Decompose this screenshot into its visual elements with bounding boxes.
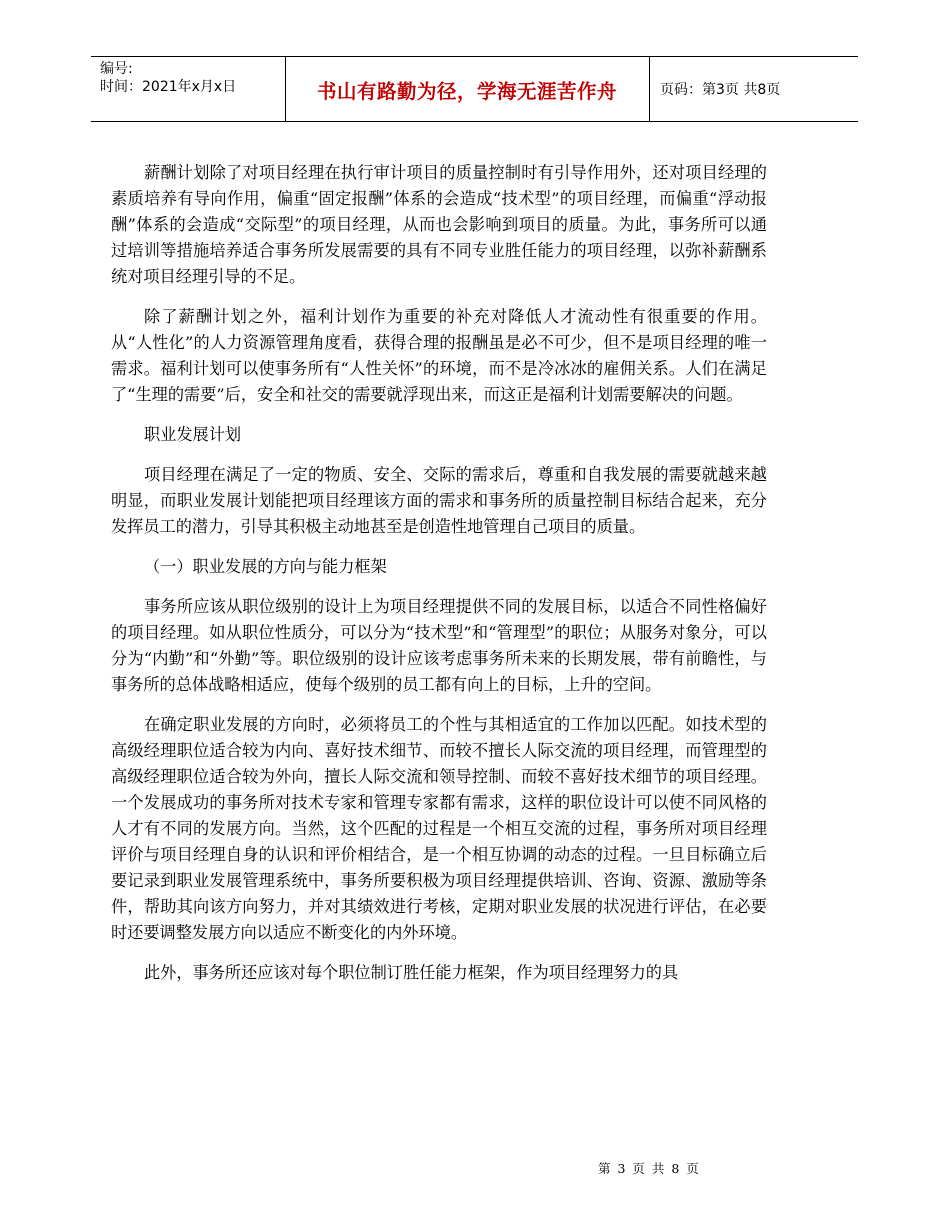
- document-body: [111, 160, 767, 1000]
- header-time-label: 时间：2021年x月x日: [100, 79, 237, 95]
- header-number-label: 编号:: [100, 61, 133, 77]
- paragraph-salary-plan: 薪酬计划除了对项目经理在执行审计项目的质量控制时有引导作用外，还对项目经理的素质培养有导向作用，偏重“固定报酬”体系的会造成“技术型”的项目经理，而偏重“浮动报酬”体系的会造成“交际型”的项目经理，从而也会影响到项目的质量。为此，事务所可以通过培训等措施培养适合事务所发展需要的具有不同专业胜任能力的项目经理，以弥补薪酬系统对项目经理引导的不足。: [111, 163, 767, 286]
- header-page-info: 页码：第3页 共8页: [660, 82, 781, 98]
- paragraph-welfare-plan: 除了薪酬计划之外，福利计划作为重要的补充对降低人才流动性有很重要的作用。从“人性化”的人力资源管理角度看，获得合理的报酬虽是必不可少，但不是项目经理的唯一需求。福利计划可以使事务所有“人性关怀”的环境，而不是冷冰冰的雇佣关系。人们在满足了“生理的需要”后，安全和社交的需要就浮现出来，而这正是福利计划需要解决的问题。: [111, 307, 767, 404]
- paragraph-direction-matching: 在确定职业发展的方向时，必须将员工的个性与其相适宜的工作加以匹配。如技术型的高级经理职位适合较为内向、喜好技术细节、而较不擅长人际交流的项目经理，而管理型的高级经理职位适合较为外向，擅长人际交流和领导控制、而较不喜好技术细节的项目经理。一个发展成功的事务所对技术专家和管理专家都有需求，这样的职位设计可以使不同风格的人才有不同的发展方向。当然，这个匹配的过程是一个相互交流的过程，事务所对项目经理评价与项目经理自身的认识和评价相结合，是一个相互协调的动态的过程。一旦目标确立后要记录到职业发展管理系统中，事务所要积极为项目经理提供培训、咨询、资源、激励等条件，帮助其向该方向努力，并对其绩效进行考核，定期对职业发展的状况进行评估，在必要时还要调整发展方向以适应不断变化的内外环境。: [111, 715, 767, 942]
- header-divider-right: [649, 56, 650, 122]
- paragraph-competency-framework: 此外，事务所还应该对每个职位制订胜任能力框架，作为项目经理努力的具: [144, 963, 679, 982]
- page-footer: 第 3 页 共 8 页: [598, 1161, 699, 1176]
- page-header: [91, 56, 858, 122]
- paragraph-career-intro: 项目经理在满足了一定的物质、安全、交际的需求后，尊重和自我发展的需要就越来越明显，而职业发展计划能把项目经理该方面的需求和事务所的质量控制目标结合起来，充分发挥员工的潜力，引导其积极主动地甚至是创造性地管理自己项目的质量。: [111, 465, 767, 536]
- header-motto: 书山有路勤为径，学海无涯苦作舟: [316, 80, 617, 103]
- header-meta: [100, 60, 236, 96]
- subsection-heading-direction: （一）职业发展的方向与能力框架: [144, 557, 387, 576]
- header-top-rule: [91, 56, 858, 57]
- section-heading-career-plan: 职业发展计划: [144, 425, 242, 444]
- header-bottom-rule: [91, 121, 858, 122]
- paragraph-position-levels: 事务所应该从职位级别的设计上为项目经理提供不同的发展目标，以适合不同性格偏好的项目经理。如从职位性质分，可以分为“技术型”和“管理型”的职位；从服务对象分，可以分为“内勤”和“外勤”等。职位级别的设计应该考虑事务所未来的长期发展，带有前瞻性，与事务所的总体战略相适应，使每个级别的员工都有向上的目标，上升的空间。: [111, 597, 767, 694]
